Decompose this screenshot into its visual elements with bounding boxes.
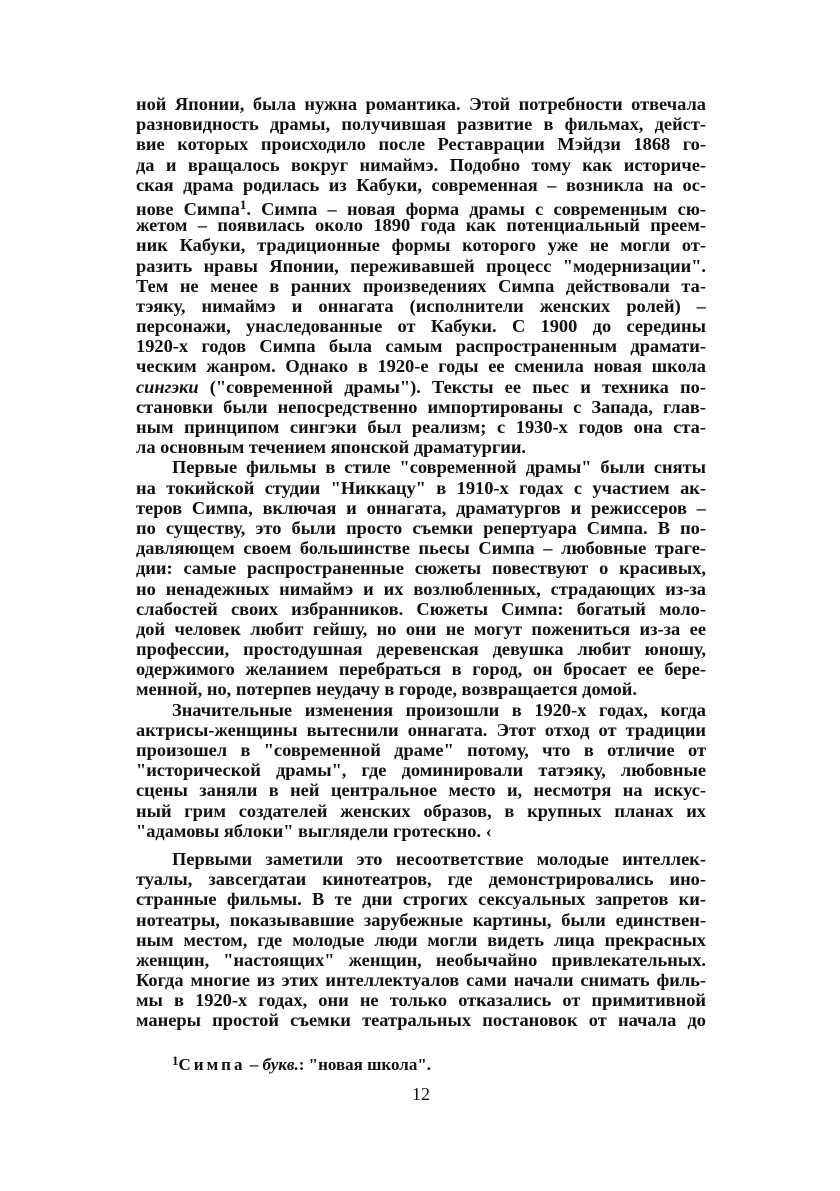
page-number: 12 — [412, 1084, 430, 1104]
text-segment: ник Кабуки, традиционные формы которого уже не могли от- — [136, 235, 706, 256]
text-segment: актрисы-женщины вытеснили оннагата. Этот отход от традиции — [136, 719, 706, 740]
text-segment: манеры простой съемки театральных постановок от начала до — [136, 1010, 706, 1031]
text-segment: разновидность драмы, получившая развитие в фильмах, дейст- — [136, 114, 706, 135]
text-segment: дии: самые распространенные сюжеты повествуют о красивых, — [136, 558, 706, 579]
text-segment: Первые фильмы в стиле "современной драмы" были сняты — [172, 457, 706, 478]
text-segment: Значительные изменения произошли в 1920-х годах, когда — [172, 699, 706, 720]
footnote-dash: – — [245, 1055, 263, 1074]
text-segment: 1920-х годов Симпа была самым распространенным драмати- — [136, 336, 706, 357]
text-segment: ным принципом сингэки был реализм; с 1930-х годов она ста- — [136, 417, 706, 437]
text-segment: Когда многие из этих интеллектуалов сами начали снимать филь- — [136, 970, 706, 991]
text-segment: теров Симпа, включая и оннагата, драматургов и режиссеров – — [136, 497, 706, 518]
text-segment: ская драма родилась из Кабуки, современная – возникла на ос- — [136, 174, 706, 195]
text-segment: мы в 1920-х годах, они не только отказались от примитивной — [136, 990, 706, 1011]
text-segment: . Симпа – новая форма драмы с современным сю- — [246, 198, 706, 219]
text-segment: вие которых происходило после Реставрации Мэйдзи 1868 го- — [136, 134, 706, 155]
text-segment: персонажи, унаследованные от Кабуки. С 1900 до середины — [136, 316, 706, 337]
text-segment: ла основным течением японской драматургии. — [136, 437, 527, 458]
text-segment: одержимого желанием перебраться в город, он бросает ее бере- — [136, 659, 706, 680]
footnote-term: Симпа — [178, 1055, 246, 1074]
footnote-abbr: букв. — [262, 1055, 299, 1074]
text-segment: Тем не менее в ранних произведениях Симпа действовали та- — [136, 275, 706, 296]
text-segment: тэяку, нимаймэ и оннагата (исполнители женских ролей) – — [136, 295, 706, 316]
text-segment: на токийской студии "Никкацу" в 1910-х годах с участием ак- — [136, 477, 706, 498]
footnote-rest: : "новая школа". — [298, 1055, 432, 1074]
text-segment: ("современной драмы"). Тексты ее пьес и техника по- — [198, 376, 706, 397]
text-segment: туалы, завсегдатаи кинотеатров, где демонстрировались ино- — [136, 869, 706, 890]
text-segment: давляющем своем большинстве пьесы Симпа – любовные траге- — [136, 538, 706, 559]
text-segment: жетом – появилась около 1890 года как потенциальный преем- — [136, 215, 706, 236]
text-segment: становки были непосредственно импортированы с Запада, глав- — [136, 396, 706, 417]
text-segment: сцены заняли в ней центральное место и, несмотря на искус- — [136, 780, 706, 801]
text-segment: да и вращалось вокруг нимаймэ. Подобно тому как историче- — [136, 154, 706, 175]
text-segment: ным местом, где молодые люди могли видеть лица прекрасных — [136, 929, 706, 950]
footnote-reference: 1 — [239, 196, 247, 212]
text-segment: менной, но, потерпев неудачу в городе, возвращается домой. — [136, 679, 637, 700]
text-segment: профессии, простодушная деревенская девушка любит юношу, — [136, 639, 706, 660]
text-segment: разить нравы Японии, переживавшей процесс "модернизации". — [136, 255, 706, 276]
text-segment: дой человек любит гейшу, но они не могут пожениться из-за ее — [136, 618, 706, 639]
text-segment: Первыми заметили это несоответствие молодые интеллек- — [172, 848, 706, 869]
text-segment: сингэки — [136, 376, 199, 397]
text-segment: произошел в "современной драме" потому, что в отличие от — [136, 740, 706, 760]
text-segment: по существу, это были просто съемки репертуара Симпа. В по- — [136, 517, 706, 538]
text-segment: нотеатры, показывавшие зарубежные картины, были единствен- — [136, 909, 706, 930]
text-segment: странные фильмы. В те дни строгих сексуальных запретов ки- — [136, 889, 706, 910]
text-segment: ной Японии, была нужна романтика. Этой потребности отвечала — [136, 94, 706, 114]
text-segment: нове Симпа — [136, 198, 240, 219]
text-segment: слабостей своих избранников. Сюжеты Симпа: богатый моло- — [136, 598, 706, 619]
text-segment: ный грим создателей женских образов, в крупных планах их — [136, 800, 706, 821]
text-segment: но ненадежных нимаймэ и их возлюбленных, страдающих из-за — [136, 578, 706, 599]
text-segment: ческим жанром. Однако в 1920-е годы ее сменила новая школа — [136, 356, 706, 377]
footnote-marker: 1 — [172, 1053, 179, 1068]
page-number-area — [136, 0, 706, 1191]
text-segment: "адамовы яблоки" выглядели гротескно. ‹ — [136, 820, 492, 841]
text-segment: "исторической драмы", где доминировали татэяку, любовные — [136, 760, 706, 781]
text-segment: женщин, "настоящих" женщин, необычайно привлекательных. — [136, 949, 706, 970]
